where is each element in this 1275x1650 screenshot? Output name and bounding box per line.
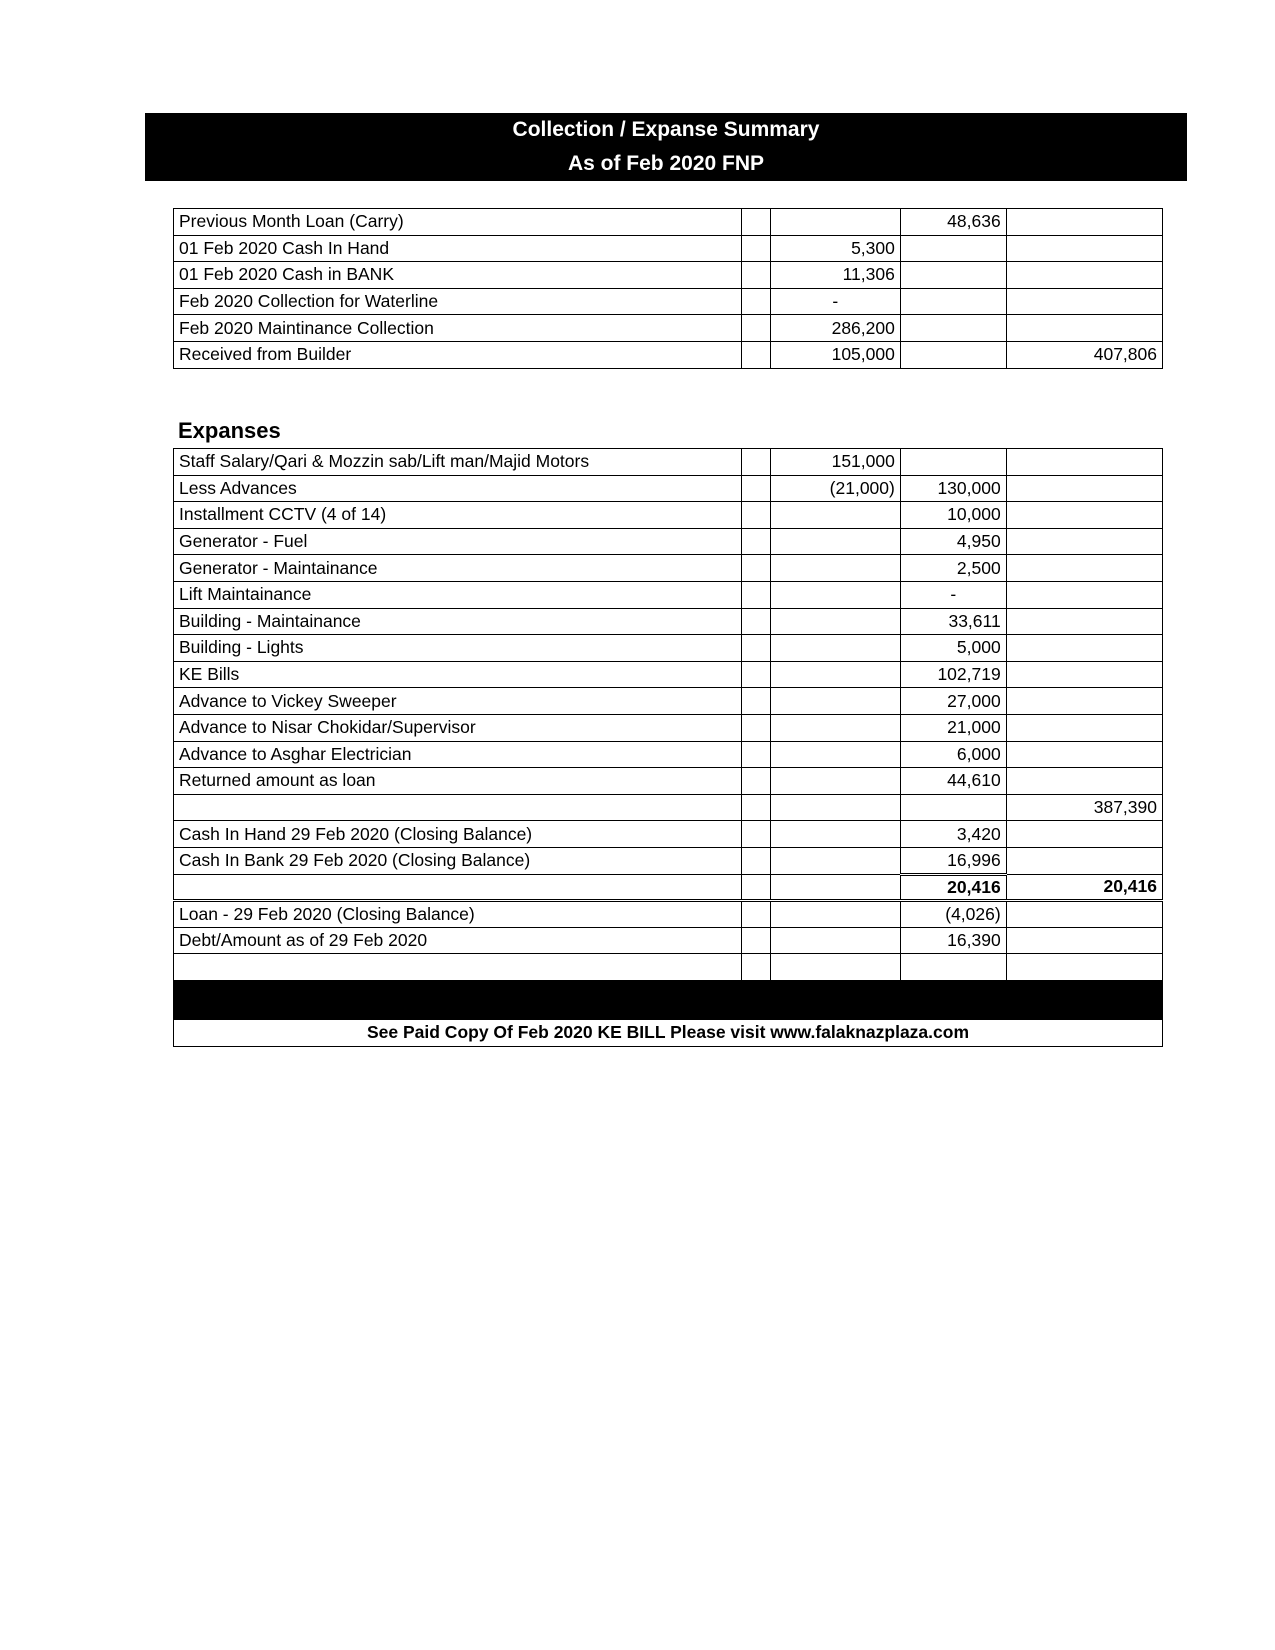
spacer-cell <box>741 741 770 768</box>
total-cell <box>1006 688 1162 715</box>
spacer-cell <box>741 714 770 741</box>
footer-note: See Paid Copy Of Feb 2020 KE BILL Please visit www.falaknazplaza.com <box>174 1019 1163 1046</box>
total-cell: 387,390 <box>1006 794 1162 821</box>
total-cell <box>1006 821 1162 848</box>
spacer-cell <box>741 927 770 954</box>
spacer-cell <box>741 874 770 901</box>
total-cell: 20,416 <box>1006 874 1162 901</box>
total-cell <box>1006 714 1162 741</box>
footer-row <box>174 1019 1163 1046</box>
spacer-cell <box>741 608 770 635</box>
subtotal-cell: 130,000 <box>900 475 1006 502</box>
subtotal-cell: 5,000 <box>900 635 1006 662</box>
table-row <box>174 528 1163 555</box>
subtotal-cell: 6,000 <box>900 741 1006 768</box>
total-cell <box>1006 661 1162 688</box>
table-row <box>174 954 1163 981</box>
subtotal-cell: 2,500 <box>900 555 1006 582</box>
spacer-cell <box>741 794 770 821</box>
amount-cell <box>770 555 900 582</box>
spacer-cell <box>741 315 770 342</box>
total-cell <box>1006 901 1162 928</box>
amount-cell: 11,306 <box>770 262 900 289</box>
table-row <box>174 341 1163 368</box>
subtotal-cell <box>900 315 1006 342</box>
amount-cell <box>770 768 900 795</box>
amount-cell: 286,200 <box>770 315 900 342</box>
table-row <box>174 635 1163 662</box>
amount-cell <box>770 794 900 821</box>
total-cell <box>1006 315 1162 342</box>
row-label <box>174 794 742 821</box>
table-row <box>174 688 1163 715</box>
subtotal-cell: - <box>900 581 1006 608</box>
row-label: Staff Salary/Qari & Mozzin sab/Lift man/Majid Motors <box>174 449 742 476</box>
table-row <box>174 502 1163 529</box>
subtotal-cell: 10,000 <box>900 502 1006 529</box>
spacer-cell <box>741 661 770 688</box>
row-label: Generator - Fuel <box>174 528 742 555</box>
amount-cell: (21,000) <box>770 475 900 502</box>
row-label: Previous Month Loan (Carry) <box>174 209 742 236</box>
black-divider-bar <box>174 980 1163 1019</box>
amount-cell <box>770 741 900 768</box>
amount-cell <box>770 874 900 901</box>
amount-cell: - <box>770 288 900 315</box>
total-cell <box>1006 954 1162 981</box>
row-label: Feb 2020 Collection for Waterline <box>174 288 742 315</box>
subtotal-cell: 20,416 <box>900 874 1006 901</box>
total-cell <box>1006 502 1162 529</box>
report-title: Collection / Expanse Summary <box>512 118 820 141</box>
amount-cell: 105,000 <box>770 341 900 368</box>
spacer-cell <box>741 688 770 715</box>
amount-cell <box>770 502 900 529</box>
row-label: Returned amount as loan <box>174 768 742 795</box>
spacer-cell <box>741 449 770 476</box>
row-label: Cash In Hand 29 Feb 2020 (Closing Balance) <box>174 821 742 848</box>
total-cell <box>1006 288 1162 315</box>
subtotal-cell <box>900 449 1006 476</box>
total-cell <box>1006 927 1162 954</box>
amount-cell <box>770 821 900 848</box>
total-cell <box>1006 847 1162 874</box>
subtotal-cell: 102,719 <box>900 661 1006 688</box>
spacer-cell <box>741 262 770 289</box>
subtotal-cell: 21,000 <box>900 714 1006 741</box>
spacer-cell <box>741 821 770 848</box>
subtotal-cell: 48,636 <box>900 209 1006 236</box>
row-label <box>174 874 742 901</box>
amount-cell <box>770 608 900 635</box>
table-row <box>174 874 1163 901</box>
table-row <box>174 262 1163 289</box>
amount-cell <box>770 528 900 555</box>
row-label: Building - Lights <box>174 635 742 662</box>
table-row <box>174 768 1163 795</box>
subtotal-cell <box>900 954 1006 981</box>
table-row <box>174 555 1163 582</box>
spacer-cell <box>741 341 770 368</box>
subtotal-cell <box>900 288 1006 315</box>
spacer-cell <box>741 475 770 502</box>
subtotal-cell <box>900 794 1006 821</box>
table-row <box>174 741 1163 768</box>
total-cell <box>1006 262 1162 289</box>
amount-cell <box>770 581 900 608</box>
spacer-cell <box>741 847 770 874</box>
row-label: Lift Maintainance <box>174 581 742 608</box>
subtotal-cell: 16,390 <box>900 927 1006 954</box>
amount-cell: 5,300 <box>770 235 900 262</box>
subtotal-cell <box>900 341 1006 368</box>
spacer-cell <box>741 635 770 662</box>
subtotal-cell: 4,950 <box>900 528 1006 555</box>
subtotal-cell: (4,026) <box>900 901 1006 928</box>
amount-cell <box>770 688 900 715</box>
table-row <box>174 714 1163 741</box>
row-label: Loan - 29 Feb 2020 (Closing Balance) <box>174 901 742 928</box>
total-cell <box>1006 235 1162 262</box>
spacer-cell <box>741 502 770 529</box>
table-row <box>174 847 1163 874</box>
spacer-cell <box>741 768 770 795</box>
row-label <box>174 954 742 981</box>
table-row <box>174 581 1163 608</box>
row-label: 01 Feb 2020 Cash in BANK <box>174 262 742 289</box>
total-cell <box>1006 741 1162 768</box>
table-row <box>174 209 1163 236</box>
amount-cell: 151,000 <box>770 449 900 476</box>
total-cell: 407,806 <box>1006 341 1162 368</box>
amount-cell <box>770 714 900 741</box>
table-row <box>174 927 1163 954</box>
subtotal-cell: 16,996 <box>900 847 1006 874</box>
row-label: Advance to Asghar Electrician <box>174 741 742 768</box>
row-label: KE Bills <box>174 661 742 688</box>
subtotal-cell: 44,610 <box>900 768 1006 795</box>
spacer-cell <box>741 235 770 262</box>
collection-table <box>173 208 1163 369</box>
amount-cell <box>770 927 900 954</box>
table-row <box>174 475 1163 502</box>
total-cell <box>1006 608 1162 635</box>
row-label: Installment CCTV (4 of 14) <box>174 502 742 529</box>
spacer-cell <box>741 581 770 608</box>
amount-cell <box>770 901 900 928</box>
subtotal-cell: 27,000 <box>900 688 1006 715</box>
amount-cell <box>770 661 900 688</box>
row-label: Cash In Bank 29 Feb 2020 (Closing Balance) <box>174 847 742 874</box>
spacer-cell <box>741 528 770 555</box>
total-cell <box>1006 475 1162 502</box>
row-label: Advance to Vickey Sweeper <box>174 688 742 715</box>
report-subtitle: As of Feb 2020 FNP <box>567 152 765 175</box>
total-cell <box>1006 528 1162 555</box>
total-cell <box>1006 581 1162 608</box>
subtotal-cell <box>900 262 1006 289</box>
row-label: Building - Maintainance <box>174 608 742 635</box>
table-row <box>174 449 1163 476</box>
black-bar-cell <box>174 980 1163 1019</box>
amount-cell <box>770 635 900 662</box>
row-label: Generator - Maintainance <box>174 555 742 582</box>
row-label: Advance to Nisar Chokidar/Supervisor <box>174 714 742 741</box>
subtotal-cell: 3,420 <box>900 821 1006 848</box>
spacer-cell <box>741 288 770 315</box>
table-row <box>174 608 1163 635</box>
row-label: Feb 2020 Maintinance Collection <box>174 315 742 342</box>
table-row <box>174 821 1163 848</box>
subtotal-cell <box>900 235 1006 262</box>
amount-cell <box>770 209 900 236</box>
row-label: 01 Feb 2020 Cash In Hand <box>174 235 742 262</box>
table-row <box>174 315 1163 342</box>
row-label: Less Advances <box>174 475 742 502</box>
row-label: Received from Builder <box>174 341 742 368</box>
spacer-cell <box>741 555 770 582</box>
table-row <box>174 661 1163 688</box>
total-cell <box>1006 768 1162 795</box>
row-label: Debt/Amount as of 29 Feb 2020 <box>174 927 742 954</box>
spacer-cell <box>741 901 770 928</box>
table-row <box>174 794 1163 821</box>
expenses-table <box>173 448 1163 1047</box>
table-row <box>174 288 1163 315</box>
table-row <box>174 901 1163 928</box>
subtotal-cell: 33,611 <box>900 608 1006 635</box>
spacer-cell <box>741 209 770 236</box>
total-cell <box>1006 209 1162 236</box>
amount-cell <box>770 847 900 874</box>
total-cell <box>1006 449 1162 476</box>
report-header <box>145 113 1187 181</box>
total-cell <box>1006 635 1162 662</box>
spacer-cell <box>741 954 770 981</box>
table-row <box>174 235 1163 262</box>
total-cell <box>1006 555 1162 582</box>
expenses-title: Expanses <box>178 418 281 443</box>
amount-cell <box>770 954 900 981</box>
